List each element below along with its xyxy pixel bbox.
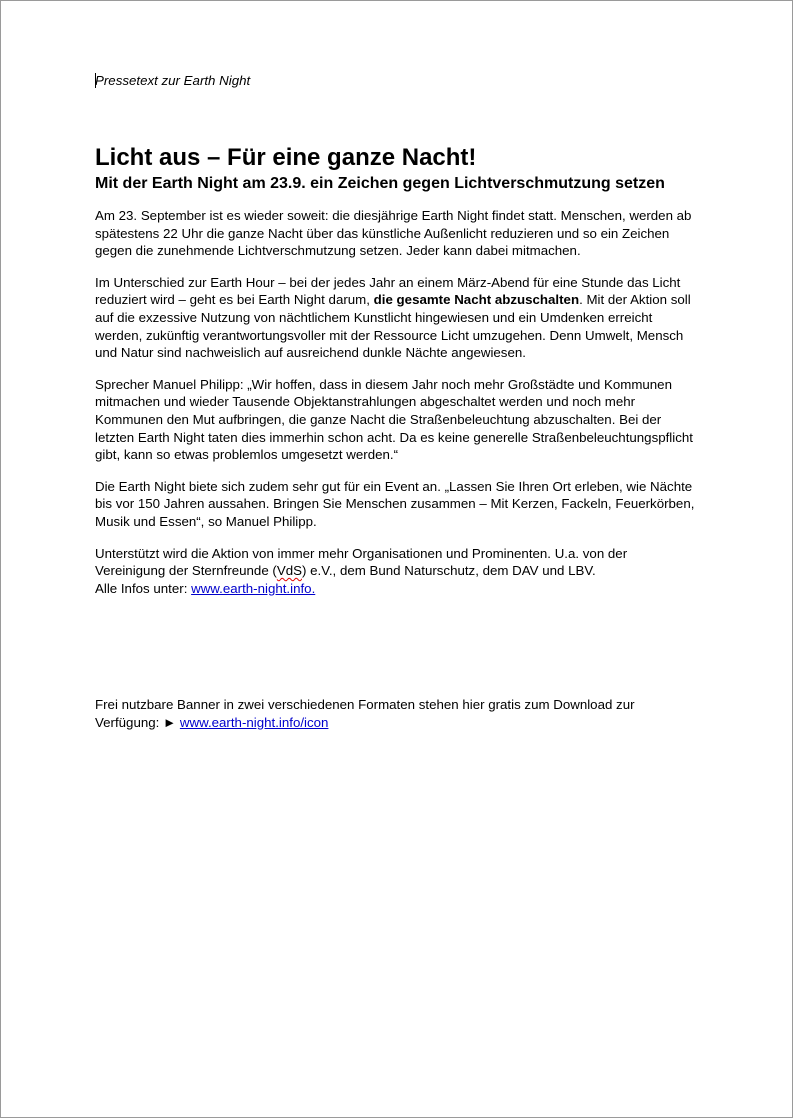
paragraph-banner xyxy=(95,696,701,731)
paragraph-supporters xyxy=(95,545,701,598)
paragraph-quote-speaker: Sprecher Manuel Philipp: „Wir hoffen, dass in diesem Jahr noch mehr Großstädte und Kommunen mitmachen und wieder Tausende Objektanstrahlungen abgeschaltet werden und noch mehr Kommunen den Mut aufbringen, die ganze Nacht die Straßenbeleuchtung abzuschalten. Bei der letzten Earth Night taten dies immerhin schon acht. Da es keine generelle Straßenbeleuchtungspflicht gibt, kann so etwas problemlos umgesetzt werden.“ xyxy=(95,376,693,463)
banner-text: Frei nutzbare Banner in zwei verschiedenen Formaten stehen hier gratis zum Download zur Verfügung: ► xyxy=(95,697,635,730)
paragraph-earth-hour-bold: die gesamte Nacht abzuschalten xyxy=(373,292,580,308)
header-note-text: Pressetext zur Earth Night xyxy=(95,73,251,88)
paragraph-intro: Am 23. September ist es wieder soweit: die diesjährige Earth Night findet statt. Menschen, werden ab spätestens 22 Uhr die ganze Nacht über das künstliche Außenlicht reduzieren und so ein Zeichen gegen die zunehmende Lichtverschmutzung setzen. Jeder kann dabei mitmachen. xyxy=(95,208,692,259)
page-bottom-border xyxy=(0,1117,793,1118)
banner-download-link[interactable]: www.earth-night.info/icon xyxy=(179,714,329,730)
paragraph-supporters-text-2: ) e.V., dem Bund Naturschutz, dem DAV und LBV. xyxy=(302,563,596,579)
document-subtitle: Mit der Earth Night am 23.9. ein Zeichen gegen Lichtverschmutzung setzen xyxy=(95,175,665,192)
paragraph-earth-hour-text-1: Im Unterschied zur Earth Hour – bei der jedes Jahr an einem März-Abend für eine Stunde das Licht reduziert wird – geht es bei Earth Night darum, xyxy=(95,274,681,308)
header-note[interactable] xyxy=(95,73,701,89)
paragraph-event: Die Earth Night biete sich zudem sehr gut für ein Event an. „Lassen Sie Ihren Ort erleben, wie Nächte bis vor 150 Jahren aussahen. Bringen Sie Menschen zusammen – Mit Kerzen, Fackeln, Feuerkörben, Musik und Essen“, so Manuel Philipp. xyxy=(95,478,695,529)
paragraph-earth-hour xyxy=(95,274,701,362)
infos-label: Alle Infos unter: xyxy=(95,580,192,596)
document-title: Licht aus – Für eine ganze Nacht! xyxy=(95,144,477,171)
document-body xyxy=(95,73,701,731)
paragraph-supporters-text-1: Unterstützt wird die Aktion von immer mehr Organisationen und Prominenten. U.a. von der Vereinigung der Sternfreunde ( xyxy=(95,545,628,579)
earth-night-link[interactable]: www.earth-night.info. xyxy=(191,580,316,596)
spellcheck-word-vds: VdS xyxy=(276,563,302,579)
paragraph-earth-hour-text-2: . Mit der Aktion soll auf die exzessive Nutzung von nächtlichem Kunstlicht hingewiesen und ein Umdenken erreicht werden, zukünftig verantwortungsvoller mit der Ressource Licht umzugehen. Denn Umwelt, Mensch und Natur sind nachweislich auf ausreichend dunkle Nächte angewiesen. xyxy=(95,292,691,361)
